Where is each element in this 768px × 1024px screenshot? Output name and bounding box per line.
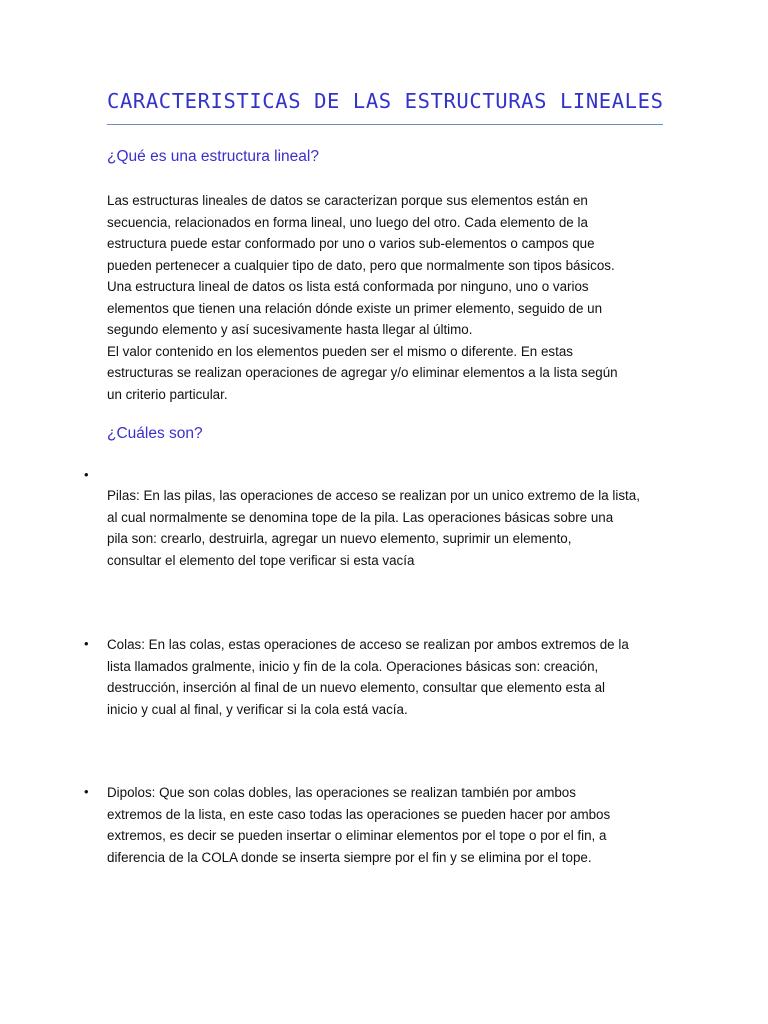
colas-line: inicio y cual al final, y verificar si la cola está vacía. [107,701,408,717]
intro-line: elementos que tienen una relación dónde existe un primer elemento, seguido de un [107,300,603,316]
dipolos-line: extremos de la lista, en este caso todas las operaciones se pueden hacer por ambos [107,806,611,822]
pilas-line: pila son: crearlo, destruirla, agregar un nuevo elemento, suprimir un elemento, [107,531,572,546]
colas-line: destrucción, inserción al final de un nuevo elemento, consultar que elemento esta al [107,680,605,695]
page-title: CARACTERISTICAS DE LAS ESTRUCTURAS LINEALES [107,89,664,113]
intro-line: El valor contenido en los elementos pueden ser el mismo o diferente. En estas [107,343,573,359]
intro-line: Una estructura lineal de datos os lista está conformada por ninguno, uno o varios [107,279,589,294]
list-item-dipolos [107,782,667,868]
intro-line: Las estructuras lineales de datos se caracterizan porque sus elementos están en [107,193,588,208]
intro-line: estructuras se realizan operaciones de agregar y/o eliminar elementos a la lista según [107,365,618,380]
dipolos-line: extremos, es decir se pueden insertar o eliminar elementos por el tope o por el fin, a [107,828,607,843]
intro-line: estructura puede estar conformado por uno o varios sub-elementos o campos que [107,236,595,251]
section-heading-what-is: ¿Qué es una estructura lineal? [107,148,319,165]
dipolos-line: diferencia de la COLA donde se inserta siempre por el fin y se elimina por el tope. [107,849,592,865]
pilas-line: Pilas: En las pilas, las operaciones de acceso se realizan por un unico extremo de la lista, [107,488,640,503]
bullet-icon: • [84,636,89,651]
pilas-line: al cual normalmente se denomina tope de la pila. Las operaciones básicas sobre una [107,509,614,525]
section-heading-which-are: ¿Cuáles son? [107,425,203,442]
intro-line: secuencia, relacionados en forma lineal, uno luego del otro. Cada elemento de la [107,214,588,230]
intro-line: un criterio particular. [107,386,228,402]
intro-line: segundo elemento y así sucesivamente hasta llegar al último. [107,322,473,337]
bullet-icon: • [84,467,89,482]
pilas-line: consultar el elemento del tope verificar si esta vacía [107,552,415,568]
intro-paragraph [107,190,667,405]
list-item-colas [107,634,667,720]
colas-line: lista llamados gralmente, inicio y fin de la cola. Operaciones básicas son: creación, [107,658,599,674]
title-underline [107,124,663,125]
colas-line: Colas: En las colas, estas operaciones de acceso se realizan por ambos extremos de la [107,637,629,652]
list-item-pilas [107,485,667,571]
bullet-icon: • [84,784,89,799]
intro-line: pueden pertenecer a cualquier tipo de dato, pero que normalmente son tipos básicos. [107,257,615,273]
dipolos-line: Dipolos: Que son colas dobles, las operaciones se realizan también por ambos [107,785,576,800]
